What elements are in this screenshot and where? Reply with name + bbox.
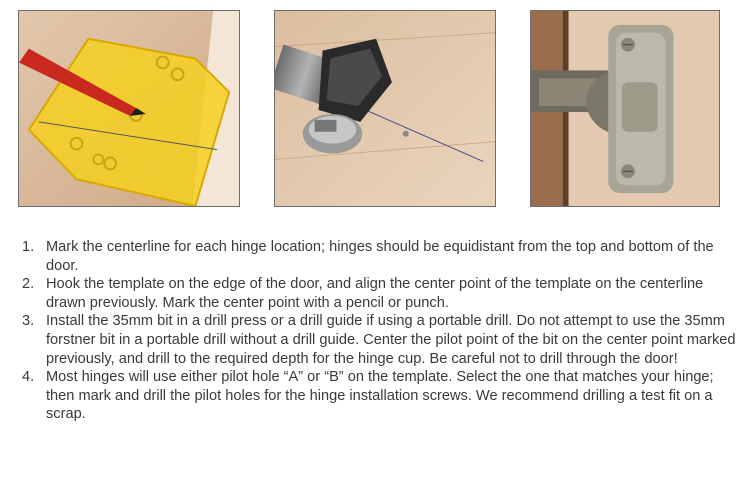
installed-hinge-photo [530,10,720,207]
instruction-list [22,238,744,424]
template-pencil-photo [18,10,240,207]
step-number: 4. [22,369,35,386]
step-number: 1. [22,239,35,255]
instruction-step [22,238,744,275]
instruction-step [22,368,744,424]
step-number: 2. [22,276,35,293]
step-text: Mark the centerline for each hinge location; hinges should be equidistant from the top and bottom of the door. [46,239,714,274]
step-text: Install the 35mm bit in a drill press or a drill guide if using a portable drill. Do not attempt to use the 35mm forstner bit in a portable drill without a drill guide. Center the pilot point of the bit on the center point marked previously, and drill to the required depth for the hinge cup. Be careful not to drill through the door! [46,313,736,367]
step-text: Hook the template on the edge of the door, and align the center point of the template on the centerline drawn previously. Mark the center point with a pencil or punch. [46,276,704,311]
forstner-bit-drilling-photo [274,10,496,207]
instruction-step [22,275,744,312]
step-text: Most hinges will use either pilot hole “A” or “B” on the template. Select the one that matches your hinge; then mark and drill the pilot holes for the hinge installation screws. We recommend drilling a test fit on a scrap. [46,369,714,423]
instruction-step [22,312,744,368]
step-number: 3. [22,313,35,330]
